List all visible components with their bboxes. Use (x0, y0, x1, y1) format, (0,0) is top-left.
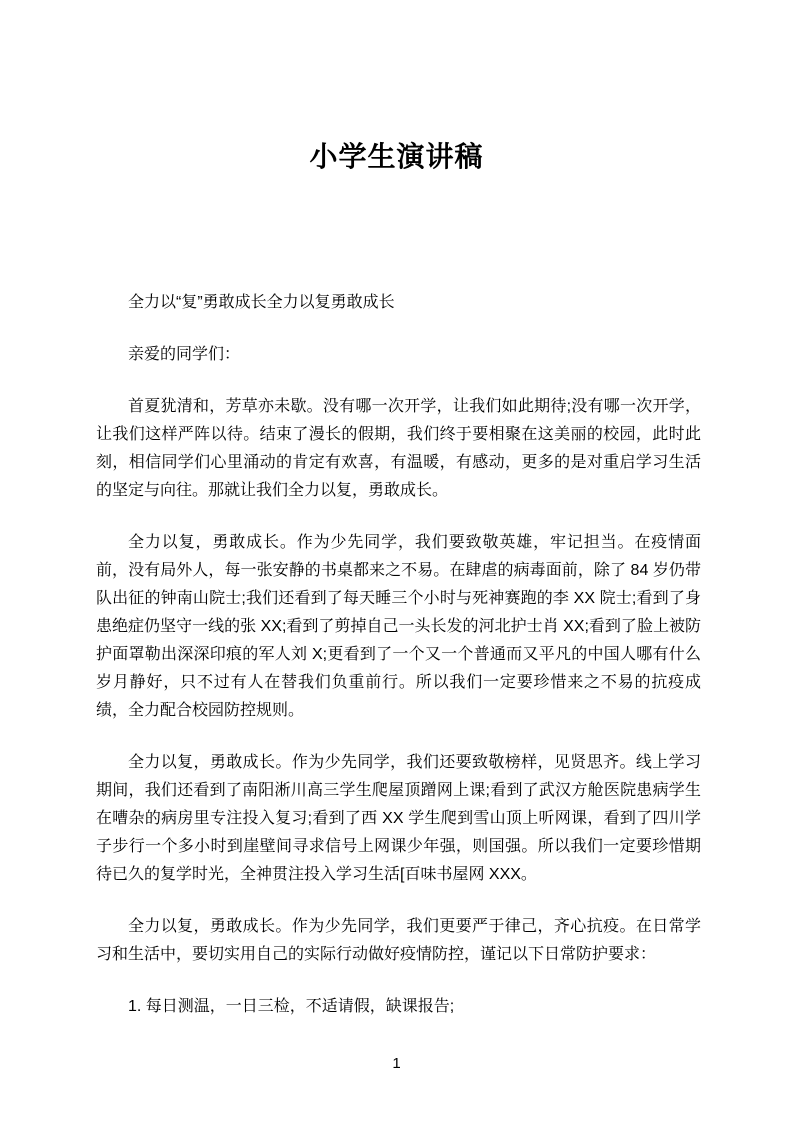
paragraph-speech-title-line: 全力以“复”勇敢成长全力以复勇敢成长 (128, 294, 395, 311)
paragraph-list-item-1: 1. 每日测温，一日三检，不适请假，缺课报告; (128, 998, 455, 1015)
paragraph-intro: 首夏犹清和，芳草亦未歇。没有哪一次开学，让我们如此期待;没有哪一次开学，让我们这样严阵以待。结束了漫长的假期，我们终于要相聚在这美丽的校园，此时此刻，相信同学们心里涌动的肯定有欢喜，有温暖，有感动，更多的是对重启学习生活的坚定与向往。那就让我们全力以复，勇敢成长。 (96, 398, 701, 499)
page-number: 1 (392, 1055, 401, 1072)
document-body (96, 289, 701, 1021)
paragraph-heroes: 全力以复，勇敢成长。作为少先同学，我们要致敬英雄，牢记担当。在疫情面前，没有局外人，每一张安静的书桌都来之不易。在肆虐的病毒面前，除了 84 岁仍带队出征的钟南山院士;我们还看到了每天睡三个小时与死神赛跑的李 XX 院士;看到了身患绝症仍坚守一线的张 XX;看到了剪掉自己一头长发的河北护士肖 XX;看到了脸上被防护面罩勒出深深印痕的军人刘 X;更看到了一个又一个普通而又平凡的中国人哪有什么岁月静好，只不过有人在替我们负重前行。所以我们一定要珍惜来之不易的抗疫成绩，全力配合校园防控规则。 (96, 534, 701, 719)
page-title: 小学生演讲稿 (309, 141, 484, 172)
paragraph-self-discipline: 全力以复，勇敢成长。作为少先同学，我们更要严于律己，齐心抗疫。在日常学习和生活中，要切实用自己的实际行动做好疫情防控，谨记以下日常防护要求： (96, 918, 701, 963)
page-footer (0, 1054, 793, 1074)
paragraph-role-models: 全力以复，勇敢成长。作为少先同学，我们还要致敬榜样，见贤思齐。线上学习期间，我们还看到了南阳淅川高三学生爬屋顶蹭网上课;看到了武汉方舱医院患病学生在嘈杂的病房里专注投入复习;看到了西 XX 学生爬到雪山顶上听网课，看到了四川学子步行一个多小时到崖壁间寻求信号上网课少年强，则国强。所以我们一定要珍惜期待已久的复学时光，全神贯注投入学习生活[百味书屋网 XXX。 (96, 754, 701, 883)
paragraph-salutation: 亲爱的同学们： (128, 346, 241, 363)
